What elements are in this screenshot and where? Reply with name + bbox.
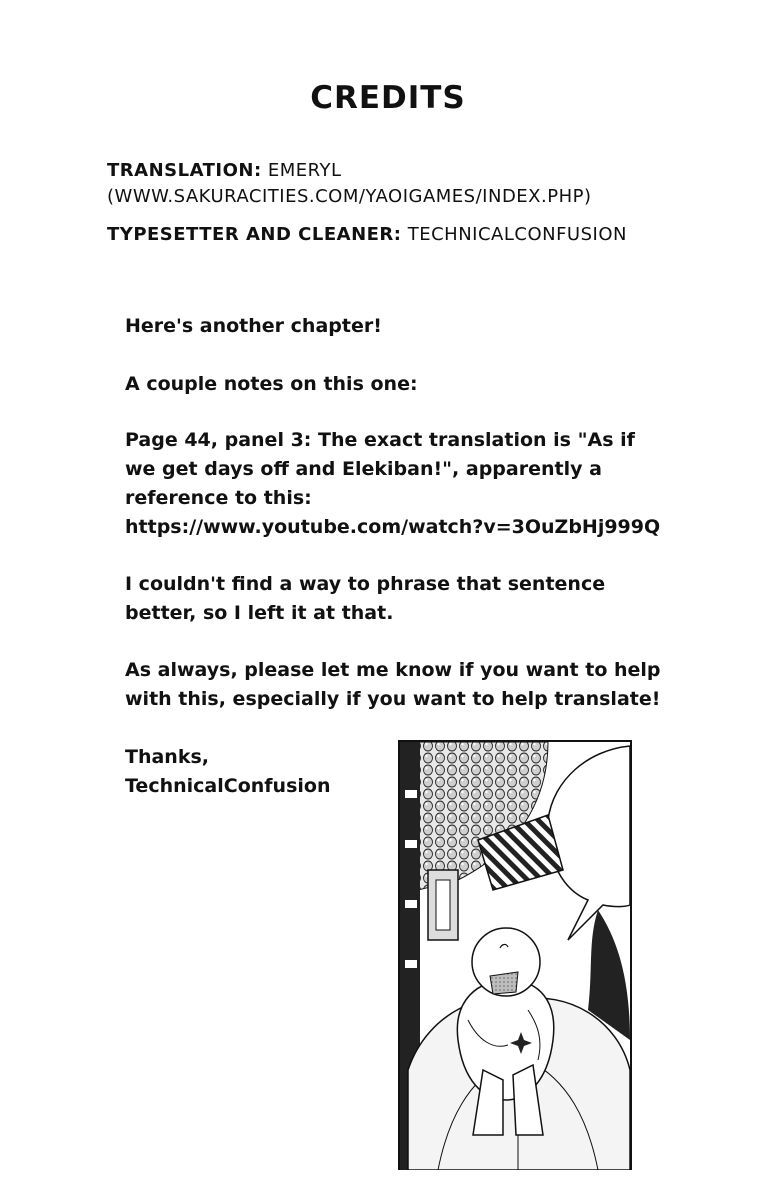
signature-thanks: Thanks, xyxy=(125,746,209,768)
signature xyxy=(125,743,385,801)
note-heading: A couple notes on this one: xyxy=(125,373,418,395)
translator-site: (WWW.SAKURACITIES.COM/YAOIGAMES/INDEX.PHP) xyxy=(107,186,592,207)
note-page44-text: Page 44, panel 3: The exact translation is "As if we get days off and Elekiban!", apparently a reference to this: xyxy=(125,429,635,509)
note-intro: Here's another chapter! xyxy=(125,315,382,337)
typesetter-credit xyxy=(107,222,747,248)
manga-panel-illustration xyxy=(398,740,632,1170)
page-title: CREDITS xyxy=(310,80,466,116)
note-page44 xyxy=(125,426,665,542)
typesetter-label: TYPESETTER AND CLEANER: xyxy=(107,224,402,245)
note-help-request: As always, please let me know if you want to help with this, especially if you want to help translate! xyxy=(125,659,661,710)
youtube-link[interactable]: https://www.youtube.com/watch?v=3OuZbHj999Q xyxy=(125,516,661,538)
translator-name: EMERYL xyxy=(267,160,342,181)
translation-credit xyxy=(107,158,747,210)
signature-name: TechnicalConfusion xyxy=(125,775,331,797)
note-phrasing: I couldn't find a way to phrase that sentence better, so I left it at that. xyxy=(125,573,606,624)
translation-label: TRANSLATION: xyxy=(107,160,262,181)
typesetter-name: TECHNICALCONFUSION xyxy=(407,224,627,245)
